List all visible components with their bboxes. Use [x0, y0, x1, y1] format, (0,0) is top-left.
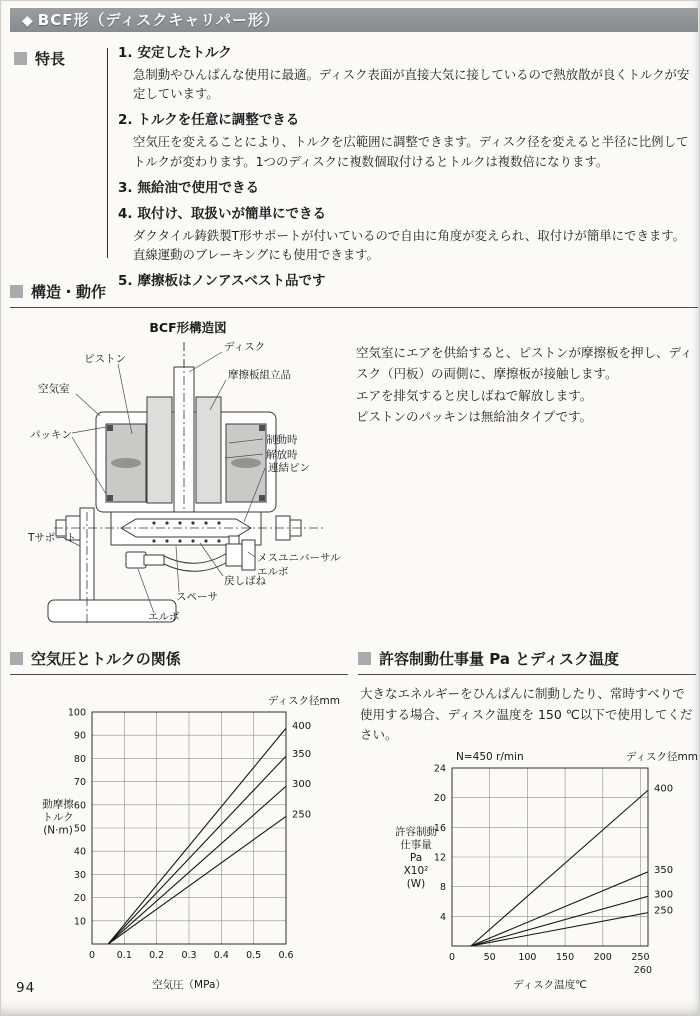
- features-heading: [14, 48, 65, 69]
- features-heading-label: 特長: [35, 50, 66, 68]
- label-release: 解放時: [266, 449, 298, 461]
- svg-text:260: 260: [633, 965, 652, 976]
- list-item: [118, 111, 696, 171]
- feature-title: 5. 摩擦板はノンアスベスト品です: [118, 273, 326, 290]
- torque-chart-heading-label: 空気圧とトルクの関係: [31, 650, 181, 668]
- label-friction-assy: 摩擦板組立品: [228, 369, 291, 381]
- diamond-icon: ◆: [22, 13, 34, 29]
- svg-text:90: 90: [73, 730, 86, 742]
- list-item: [118, 179, 696, 199]
- label-pin: 連結ピン: [268, 462, 310, 474]
- label-disc: ディスク: [224, 341, 266, 353]
- structure-heading-label: 構造・動作: [31, 283, 107, 301]
- feature-title: 3. 無給油で使用できる: [118, 179, 260, 196]
- svg-text:0.6: 0.6: [278, 950, 294, 961]
- svg-text:12: 12: [433, 852, 446, 864]
- svg-text:30: 30: [73, 869, 86, 881]
- feature-body: 空気圧を変えることにより、トルクを広範囲に調整できます。ディスク径を変えると半径に比例してトルクが変わります。1つのディスクに複数個取付けるとトルクは複数倍になります。: [133, 133, 689, 169]
- svg-text:150: 150: [556, 952, 575, 963]
- page-header: [10, 8, 698, 32]
- svg-text:50: 50: [483, 952, 496, 963]
- torque-chart-heading: [10, 648, 348, 675]
- svg-text:仕事量: 仕事量: [400, 839, 432, 851]
- svg-text:ディスク径mm: ディスク径mm: [625, 751, 698, 763]
- svg-text:0.2: 0.2: [149, 950, 165, 961]
- svg-text:24: 24: [433, 763, 446, 775]
- svg-text:0.1: 0.1: [116, 950, 132, 961]
- svg-text:400: 400: [654, 783, 674, 795]
- label-elbow: エルボ: [148, 611, 180, 623]
- svg-text:0: 0: [88, 950, 96, 961]
- svg-text:20: 20: [433, 793, 446, 805]
- svg-text:10: 10: [73, 916, 86, 928]
- svg-text:0.4: 0.4: [213, 950, 229, 961]
- svg-text:0.3: 0.3: [181, 950, 197, 961]
- svg-text:トルク: トルク: [42, 811, 74, 824]
- svg-text:70: 70: [73, 777, 86, 789]
- svg-text:許容制動: 許容制動: [395, 826, 437, 838]
- feature-body: 急制動やひんぱんな使用に最適。ディスク表面が直接大気に接しているので熱放散が良くトルクが安定しています。: [133, 66, 690, 102]
- description-line: ピストンのパッキンは無給油タイプです。: [356, 408, 593, 424]
- svg-text:50: 50: [73, 823, 86, 835]
- heading-square-icon: [10, 285, 23, 298]
- svg-text:0: 0: [448, 952, 456, 963]
- description-line: エアを排気すると戻しばねで解放します。: [356, 387, 593, 403]
- svg-text:ディスク径mm: ディスク径mm: [267, 695, 340, 707]
- label-packing: パッキン: [30, 429, 72, 441]
- bcf-cross-section-drawing: [26, 312, 350, 644]
- heading-square-icon: [14, 52, 27, 65]
- svg-text:80: 80: [73, 753, 86, 765]
- svg-text:300: 300: [292, 779, 312, 791]
- torque-vs-pressure-chart: [30, 682, 342, 996]
- svg-text:Pa: Pa: [409, 852, 423, 864]
- svg-text:100: 100: [518, 952, 537, 963]
- structure-diagram: [26, 312, 350, 644]
- pa-chart-note: 大きなエネルギーをひんぱんに制動したり、常時すべりで使用する場合、ディスク温度を 150 ℃以下で使用してください。: [360, 686, 693, 743]
- label-braking: 制動時: [266, 434, 298, 446]
- label-spacer: スペーサ: [176, 591, 218, 603]
- svg-text:N=450 r/min: N=450 r/min: [456, 751, 524, 763]
- feature-title: 2. トルクを任意に調整できる: [118, 112, 300, 129]
- heading-square-icon: [358, 652, 371, 665]
- svg-text:350: 350: [292, 749, 312, 761]
- pa-chart-heading: [358, 648, 696, 675]
- label-female-elbow-2: エルボ: [257, 566, 289, 578]
- svg-text:X10²: X10²: [403, 865, 429, 877]
- label-t-support: Tサポート: [28, 532, 77, 544]
- structure-description: [356, 342, 696, 427]
- page-title: BCF形（ディスクキャリパー形）: [37, 11, 280, 29]
- svg-text:100: 100: [67, 707, 86, 719]
- page-number: 94: [16, 980, 36, 996]
- svg-text:250: 250: [654, 905, 674, 917]
- svg-text:350: 350: [654, 864, 674, 876]
- heading-square-icon: [10, 652, 23, 665]
- svg-text:250: 250: [631, 952, 650, 963]
- features-divider: [107, 48, 108, 258]
- list-item: [118, 44, 696, 104]
- svg-text:空気圧（MPa）: 空気圧（MPa）: [152, 979, 226, 991]
- structure-heading: [10, 281, 698, 308]
- svg-text:16: 16: [433, 822, 446, 834]
- svg-text:60: 60: [73, 800, 86, 812]
- svg-text:動摩擦: 動摩擦: [42, 798, 74, 811]
- features-section: [10, 44, 698, 299]
- svg-text:250: 250: [292, 809, 312, 821]
- svg-text:ディスク温度℃: ディスク温度℃: [513, 979, 587, 991]
- description-line: 空気室にエアを供給すると、ピストンが摩擦板を押し、ディスク（円板）の両側に、摩擦板が接触します。: [356, 345, 693, 382]
- svg-text:(W): (W): [406, 878, 426, 890]
- list-item: [118, 205, 696, 265]
- svg-text:300: 300: [654, 889, 674, 901]
- feature-title: 4. 取付け、取扱いが簡単にできる: [118, 206, 326, 223]
- svg-text:8: 8: [439, 882, 446, 894]
- svg-text:400: 400: [292, 721, 312, 733]
- label-air-chamber: 空気室: [38, 383, 70, 395]
- svg-text:(N·m): (N·m): [43, 824, 73, 837]
- diagram-title: BCF形構造図: [149, 320, 227, 335]
- label-return-spring: 戻しばね: [224, 575, 266, 587]
- feature-body: ダクタイル鋳鉄製T形サポートが付いているので自由に角度が変えられ、取付けが簡単にできます。直線運動のブレーキングにも使用できます。: [133, 227, 686, 263]
- svg-text:0.5: 0.5: [246, 950, 262, 961]
- svg-text:20: 20: [73, 893, 86, 905]
- svg-text:4: 4: [439, 911, 446, 923]
- svg-text:200: 200: [593, 952, 612, 963]
- pa-vs-temperature-chart: [386, 742, 700, 996]
- feature-title: 1. 安定したトルク: [118, 45, 232, 61]
- features-list: [10, 44, 696, 292]
- label-piston: ピストン: [84, 353, 126, 365]
- label-female-elbow-1: メスユニバーサル: [257, 552, 341, 564]
- svg-text:40: 40: [73, 846, 86, 858]
- pa-chart-heading-label: 許容制動仕事量 Pa とディスク温度: [379, 650, 619, 668]
